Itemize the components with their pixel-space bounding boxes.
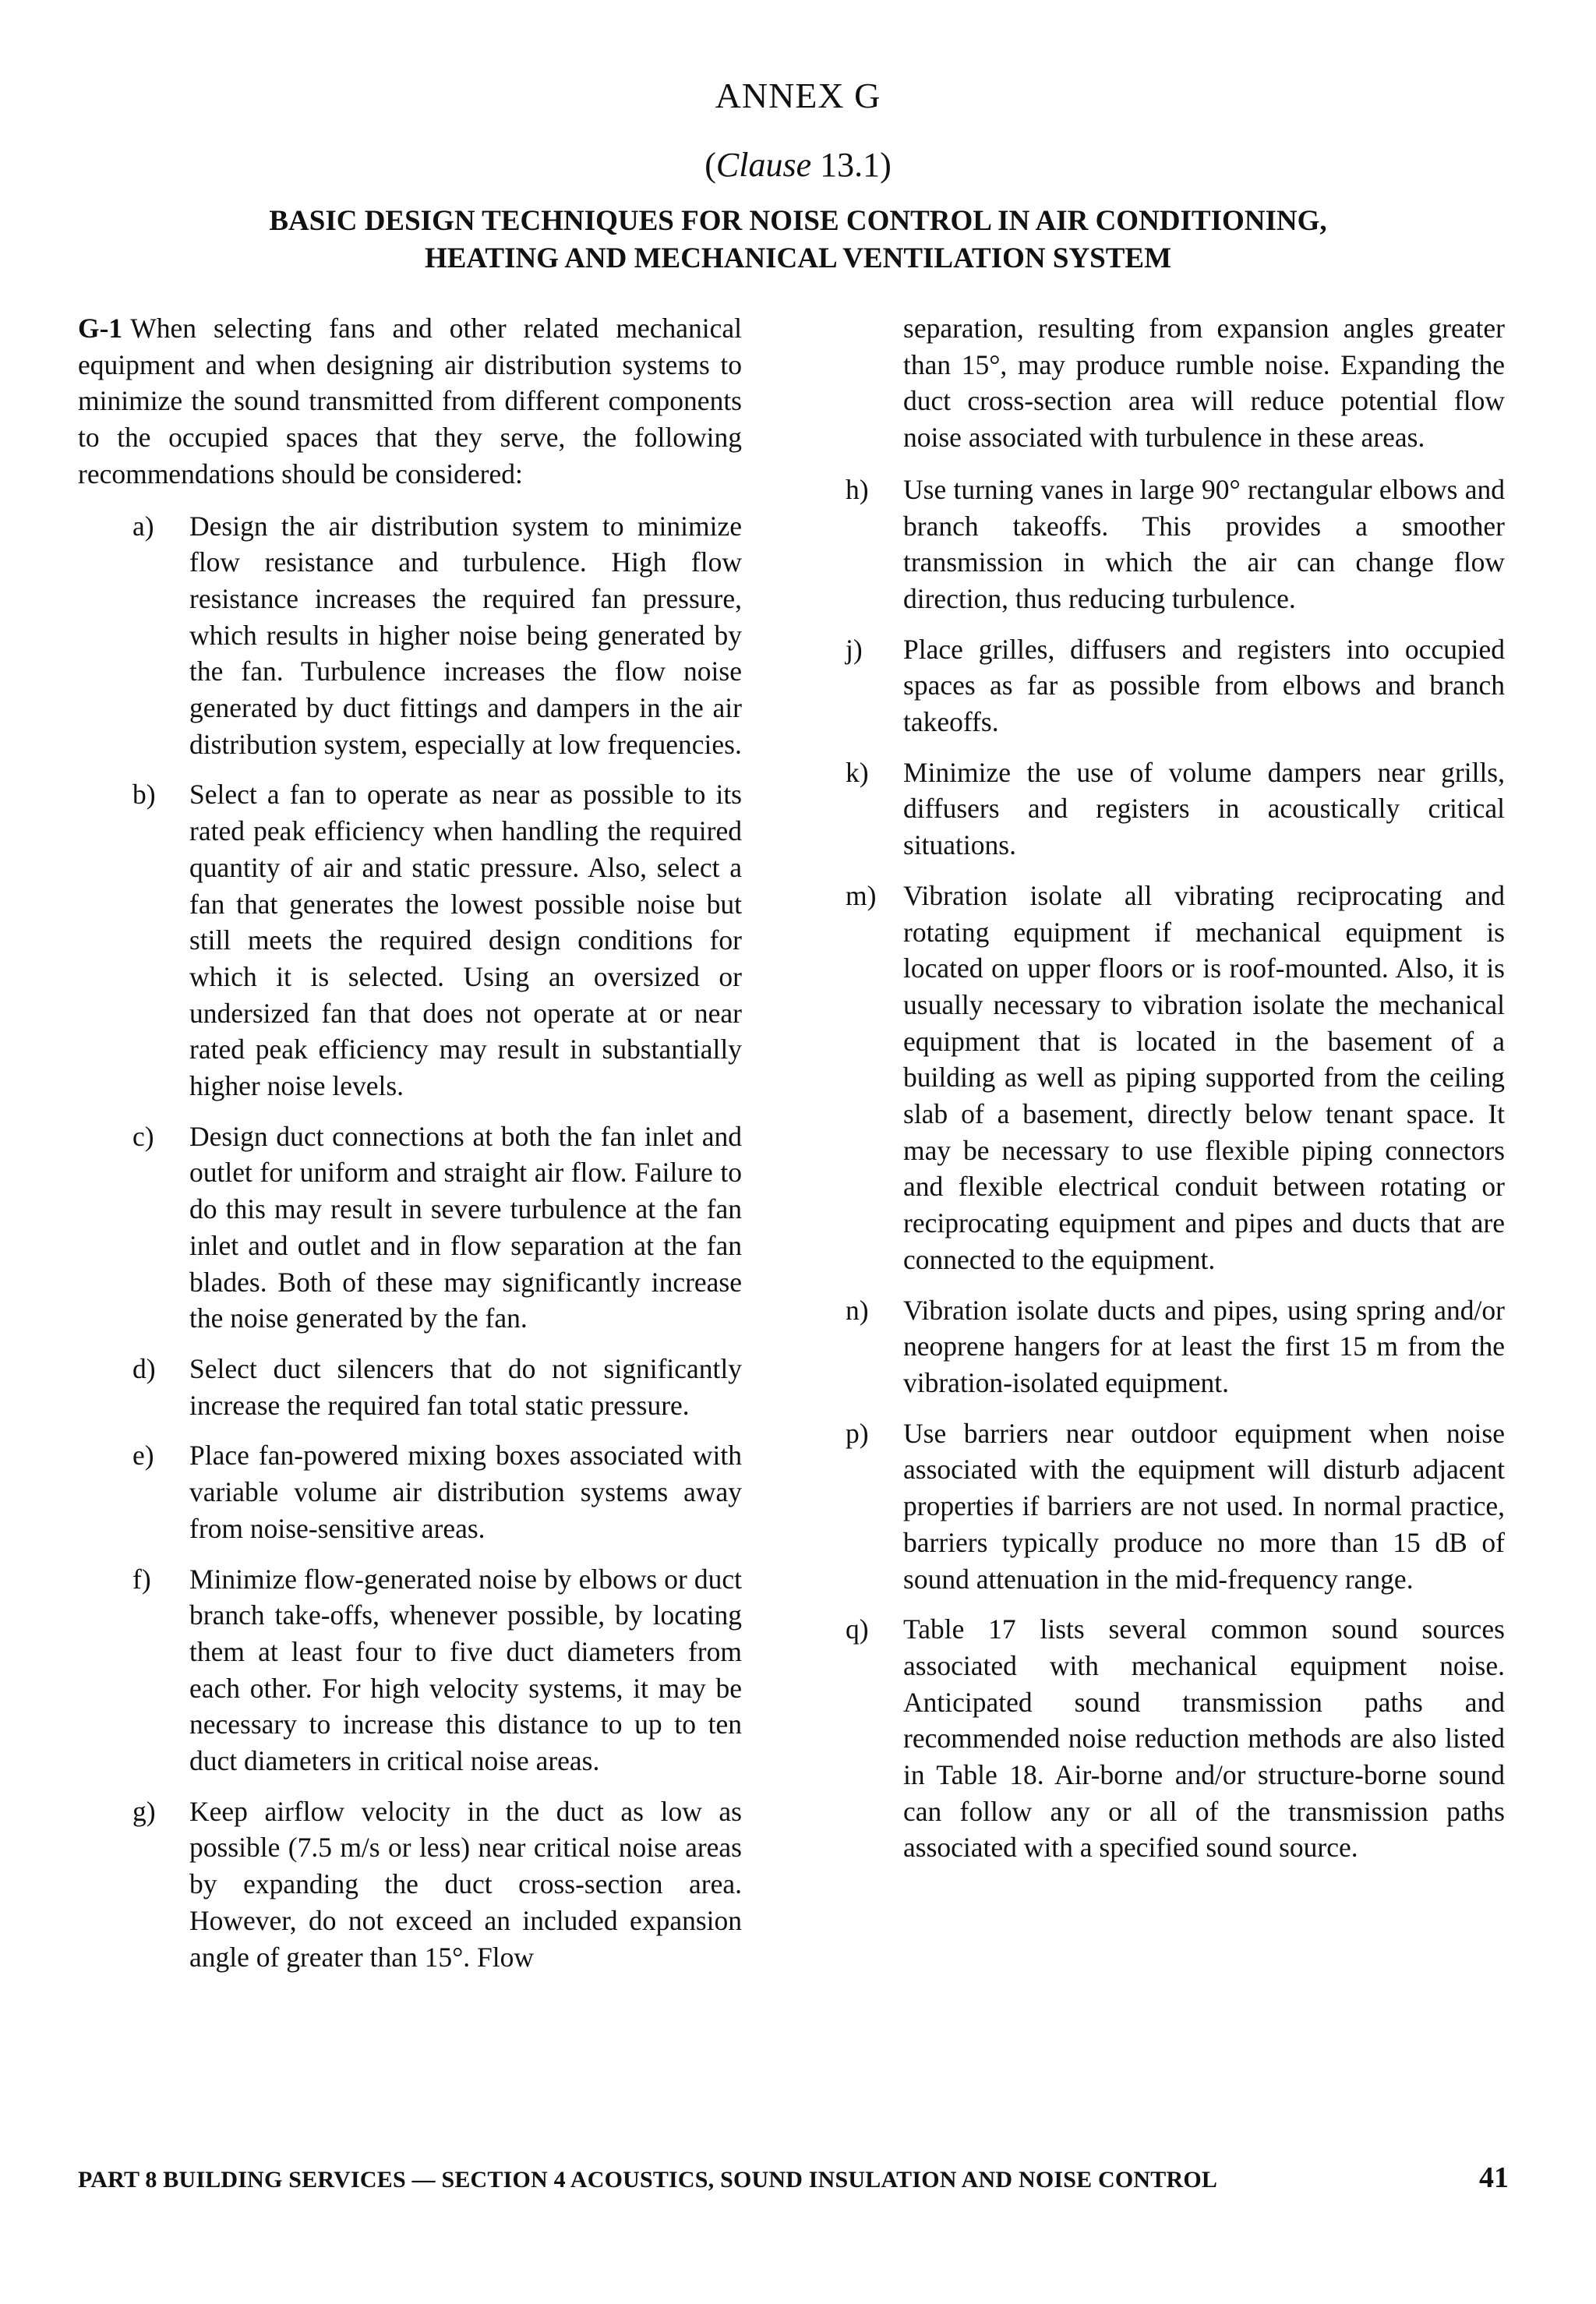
item-label: p) xyxy=(846,1417,869,1449)
intro-paragraph xyxy=(78,310,742,493)
item-text: Table 17 lists several common sound sources associated with mechanical equipment noise. Anticipated sound transmission paths and recommended noise reduction methods are also listed in Table 18. Air-borne and/or structure-borne sound can follow any or all of the transmission paths associated with a specified sound source. xyxy=(903,1613,1505,1864)
annex-heading xyxy=(78,203,1518,277)
list-item-p xyxy=(830,1415,1505,1598)
item-label: a) xyxy=(132,510,154,542)
item-label: k) xyxy=(846,756,869,788)
item-label: e) xyxy=(132,1440,154,1472)
item-label: m) xyxy=(846,879,877,911)
item-label: j) xyxy=(846,633,863,665)
item-text: Select a fan to operate as near as possible to its rated peak efficiency when handling the required quantity of air and static pressure. Also, select a fan that generates the lowest possible noise but still meets the required design conditions for which it is selected. Using an oversized or undersized fan that does not operate at or near rated peak efficiency may result in substantially higher noise levels. xyxy=(189,779,742,1102)
list-item-n xyxy=(830,1292,1505,1401)
list-item-h xyxy=(830,472,1505,617)
list-item-f xyxy=(78,1561,742,1779)
list-item-g xyxy=(78,1793,742,1976)
item-label: f) xyxy=(132,1563,151,1595)
list-item-m xyxy=(830,878,1505,1278)
intro-text: When selecting fans and other related mechanical equipment and when designing air distribution systems to minimize the sound transmitted from different components to the occupied spaces that they serve, the following recommendations should be considered: xyxy=(78,313,742,489)
list-item-b xyxy=(78,776,742,1104)
clause-number: 13.1 xyxy=(820,146,881,184)
left-column xyxy=(78,310,742,1989)
clause-word: Clause xyxy=(715,146,812,184)
item-label: n) xyxy=(846,1294,869,1326)
list-item-e xyxy=(78,1437,742,1546)
page-footer: PART 8 BUILDING SERVICES — SECTION 4 ACOUSTICS, SOUND INSULATION AND NOISE CONTROL xyxy=(78,2167,1218,2193)
list-item-c xyxy=(78,1118,742,1337)
item-label: d) xyxy=(132,1352,156,1384)
item-text: Vibration isolate ducts and pipes, using spring and/or neoprene hangers for at least the first 15 m from the vibration-isolated equipment. xyxy=(903,1294,1505,1398)
list-item-d xyxy=(78,1351,742,1423)
item-text: Minimize flow-generated noise by elbows or duct branch take-offs, whenever possible, by locating them at least four to five duct diameters from each other. For high velocity systems, it may be necessary to increase this distance to up to ten duct diameters in critical noise areas. xyxy=(189,1563,742,1777)
item-text: Place fan-powered mixing boxes associated with variable volume air distribution systems away from noise-sensitive areas. xyxy=(189,1440,742,1544)
item-text: Design duct connections at both the fan inlet and outlet for uniform and straight air flow. Failure to do this may result in severe turbulence at the fan inlet and outlet and in flow separation at the fan blades. Both of these may significantly increase the noise generated by the fan. xyxy=(189,1120,742,1334)
item-text: Select duct silencers that do not significantly increase the required fan total static pressure. xyxy=(189,1352,742,1421)
item-label: q) xyxy=(846,1613,869,1645)
list-item-k xyxy=(830,754,1505,864)
section-id: G-1 xyxy=(78,313,123,344)
item-g-continuation: separation, resulting from expansion angles greater than 15°, may produce rumble noise. Expanding the duct cross-section area will reduce potential flow noise associated with turbulence in these areas. xyxy=(903,313,1505,454)
item-text: Place grilles, diffusers and registers into occupied spaces as far as possible from elbows and branch takeoffs. xyxy=(903,633,1505,738)
heading-line-2: HEATING AND MECHANICAL VENTILATION SYSTEM xyxy=(424,242,1172,274)
item-label: h) xyxy=(846,473,869,505)
item-label: c) xyxy=(132,1120,154,1152)
list-item-a xyxy=(78,508,742,763)
heading-line-1: BASIC DESIGN TECHNIQUES FOR NOISE CONTROL IN AIR CONDITIONING, xyxy=(269,205,1327,237)
item-text: Use barriers near outdoor equipment when noise associated with the equipment will disturb adjacent properties if barriers are not used. In normal practice, barriers typically produce no more than 15 dB of sound attenuation in the mid-frequency range. xyxy=(903,1417,1505,1595)
annex-title: ANNEX G xyxy=(715,76,881,115)
item-text: Vibration isolate all vibrating reciprocating and rotating equipment if mechanical equipment is located on upper floors or is roof-mounted. Also, it is usually necessary to vibration isolate the mechanical equipment that is located in the basement of a building as well as piping supported from the ceiling slab of a basement, directly below tenant space. It may be necessary to use flexible piping connectors and flexible electrical conduit between rotating or reciprocating equipment and pipes and ducts that are connected to the equipment. xyxy=(903,879,1505,1275)
item-text: Design the air distribution system to minimize flow resistance and turbulence. High flow resistance increases the required fan pressure, which results in higher noise being generated by the fan. Turbulence increases the flow noise generated by duct fittings and dampers in the air distribution system, especially at low frequencies. xyxy=(189,510,742,760)
list-item-q xyxy=(830,1611,1505,1866)
item-text: Keep airflow velocity in the duct as low as possible (7.5 m/s or less) near critical noise areas by expanding the duct cross-section area. However, do not exceed an included expansion angle of greater than 15°. Flow xyxy=(189,1795,742,1973)
page-number: 41 xyxy=(1479,2161,1509,2194)
item-text: Use turning vanes in large 90° rectangular elbows and branch takeoffs. This provides a smoother transmission in which the air can change flow direction, thus reducing turbulence. xyxy=(903,473,1505,614)
clause-reference: (Clause 13.1) xyxy=(704,146,892,184)
item-label: g) xyxy=(132,1795,156,1827)
list-item-j xyxy=(830,631,1505,740)
item-label: b) xyxy=(132,779,156,811)
right-column xyxy=(830,310,1505,1880)
item-text: Minimize the use of volume dampers near grills, diffusers and registers in acoustically critical situations. xyxy=(903,756,1505,861)
